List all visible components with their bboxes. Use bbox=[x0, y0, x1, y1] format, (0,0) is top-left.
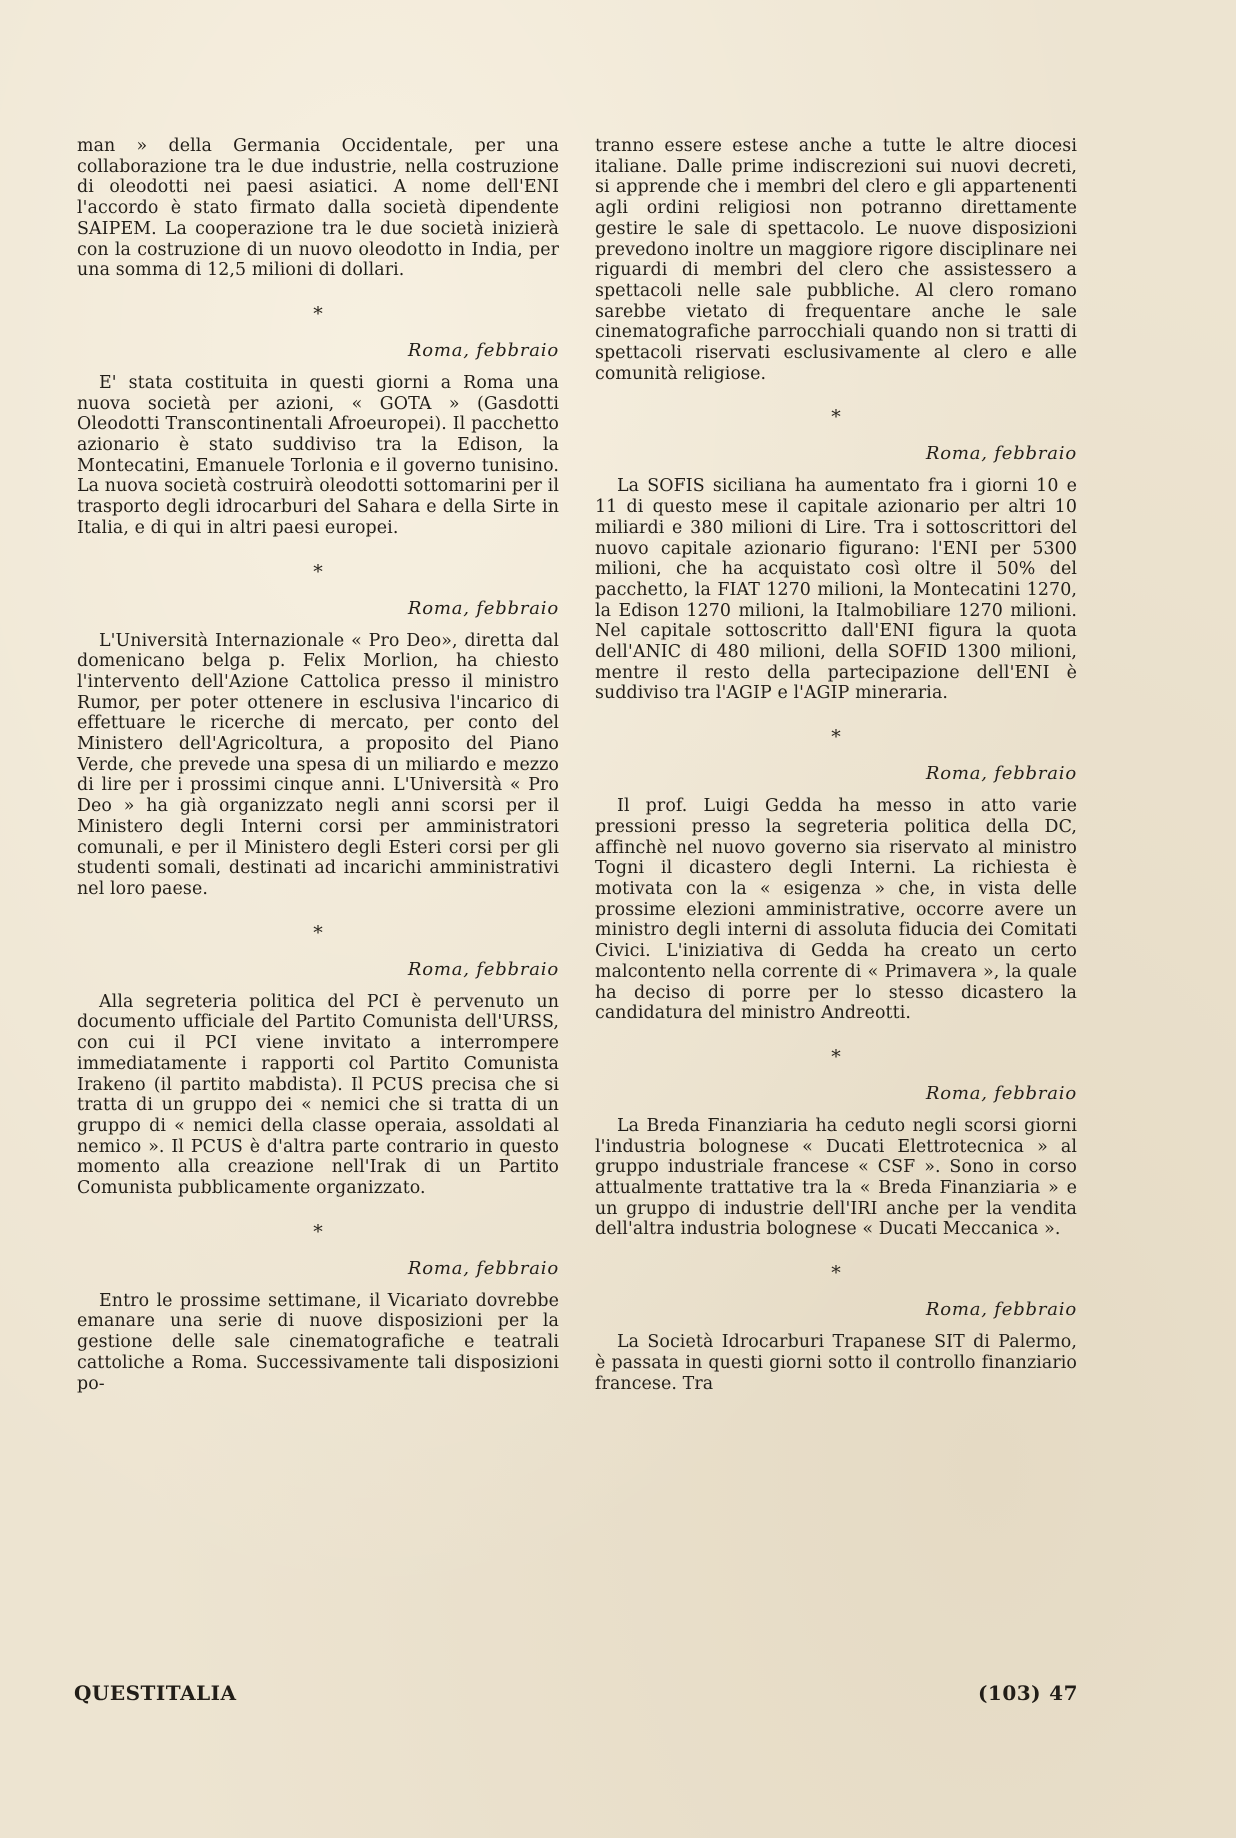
dateline: Roma, febbraio bbox=[925, 763, 1077, 785]
left-column bbox=[77, 136, 559, 1394]
asterisk-separator: * bbox=[313, 560, 323, 583]
asterisk-separator: * bbox=[313, 921, 323, 944]
article-paragraph: La SOFIS siciliana ha aumentato fra i giorni 10 e 11 di questo mese il capitale azionario per altri 10 miliardi e 380 milioni di Lire. Tra i sottoscrittori del nuovo capitale azionario figurano: l'ENI per 5300 milioni, che ha acquistato così oltre il 50% del pacchetto, la FIAT 1270 milioni, la Montecatini 1270, la Edison 1270 milioni, la Italmobiliare 1270 milioni. Nel capitale sottoscritto dall'ENI figura la quota dell'ANIC di 480 milioni, della SOFID 1300 milioni, mentre il resto della partecipazione dell'ENI è suddiviso tra l'AGIP e l'AGIP mineraria. bbox=[595, 476, 1077, 704]
article-paragraph: Il prof. Luigi Gedda ha messo in atto varie pressioni presso la segreteria politica della DC, affinchè nel nuovo governo sia riservato al ministro Togni il dicastero degli Interni. La richiesta è motivata con la « esigenza » che, in vista delle prossime elezioni amministrative, occorre avere un ministro degli interni di assoluta fiducia dei Comitati Civici. L'iniziativa di Gedda ha creato un certo malcontento nella corrente di « Primavera », la quale ha deciso di porre per lo stesso dicastero la candidatura del ministro Andreotti. bbox=[595, 796, 1077, 1024]
dateline: Roma, febbraio bbox=[925, 443, 1077, 465]
dateline: Roma, febbraio bbox=[407, 958, 559, 980]
asterisk-separator: * bbox=[831, 726, 841, 749]
article-paragraph: L'Università Internazionale « Pro Deo», diretta dal domenicano belga p. Felix Morlion, ha chiesto l'intervento dell'Azione Cattolica presso il ministro Rumor, per poter ottenere in esclusiva l'incarico di effettuare le ricerche di mercato, per conto del Ministero dell'Agricoltura, a proposito del Piano Verde, che prevede una spesa di un miliardo e mezzo di lire per i prossimi cinque anni. L'Università « Pro Deo » ha già organizzato negli anni scorsi per il Ministero degli Interni corsi per amministratori comunali, e per il Ministero degli Esteri corsi per gli studenti somali, destinati ad incarichi amministrativi nel loro paese. bbox=[77, 630, 559, 899]
article-paragraph: tranno essere estese anche a tutte le altre diocesi italiane. Dalle prime indiscrezioni sui nuovi decreti, si apprende che i membri del clero e gli appartenenti agli ordini religiosi non potranno direttamente gestire le sale di spettacolo. Le nuove disposizioni prevedono inoltre un maggiore rigore disciplinare nei riguardi di membri del clero che assistessero a spettacoli nelle sale pubbliche. Al clero romano sarebbe vietato di frequentare anche le sale cinematografiche parrocchiali quando non si tratti di spettacoli riservati esclusivamente al clero e alle comunità religiose. bbox=[595, 136, 1077, 384]
article-paragraph: La Breda Finanziaria ha ceduto negli scorsi giorni l'industria bolognese « Ducati Elettrotecnica » al gruppo industriale francese « CSF ». Sono in corso attualmente trattative tra la « Breda Finanziaria » e un gruppo di industrie dell'IRI anche per la vendita dell'altra industria bolognese « Ducati Meccanica ». bbox=[595, 1115, 1077, 1240]
asterisk-separator: * bbox=[831, 406, 841, 429]
page-footer-numbers bbox=[970, 1681, 1078, 1705]
asterisk-separator: * bbox=[831, 1262, 841, 1285]
article-paragraph: La Società Idrocarburi Trapanese SIT di Palermo, è passata in questi giorni sotto il controllo finanziario francese. Tra bbox=[595, 1332, 1077, 1394]
article-paragraph: man » della Germania Occidentale, per una collaborazione tra le due industrie, nella costruzione di oleodotti nei paesi asiatici. A nome dell'ENI l'accordo è stato firmato dalla società dipendente SAIPEM. La cooperazione tra le due società inizierà con la costruzione di un nuovo oleodotto in India, per una somma di 12,5 milioni di dollari. bbox=[77, 136, 559, 281]
right-column bbox=[595, 136, 1077, 1394]
asterisk-separator: * bbox=[313, 302, 323, 325]
publication-name: QUESTITALIA bbox=[74, 1681, 237, 1705]
dateline: Roma, febbraio bbox=[925, 1299, 1077, 1321]
asterisk-separator: * bbox=[313, 1220, 323, 1243]
page-number: 47 bbox=[1049, 1681, 1078, 1705]
dateline: Roma, febbraio bbox=[407, 1257, 559, 1279]
issue-page-number: (103) bbox=[977, 1681, 1042, 1705]
article-paragraph: Entro le prossime settimane, il Vicariato dovrebbe emanare una serie di nuove disposizioni per la gestione delle sale cinematografiche e teatrali cattoliche a Roma. Successivamente tali disposizioni po- bbox=[77, 1290, 559, 1394]
dateline: Roma, febbraio bbox=[407, 339, 559, 361]
asterisk-separator: * bbox=[831, 1045, 841, 1068]
article-paragraph: Alla segreteria politica del PCI è pervenuto un documento ufficiale del Partito Comunista dell'URSS, con cui il PCI viene invitato a interrompere immediatamente i rapporti col Partito Comunista Irakeno (il partito mabdista). Il PCUS precisa che si tratta di un gruppo dei « nemici che si tratta di un gruppo di « nemici della classe operaia, assoldati al nemico ». Il PCUS è d'altra parte contrario in questo momento alla creazione nell'Irak di un Partito Comunista pubblicamente organizzato. bbox=[77, 991, 559, 1199]
dateline: Roma, febbraio bbox=[925, 1082, 1077, 1104]
article-paragraph: E' stata costituita in questi giorni a Roma una nuova società per azioni, « GOTA » (Gasdotti Oleodotti Transcontinentali Afroeuropei). Il pacchetto azionario è stato suddiviso tra la Edison, la Montecatini, Emanuele Torlonia e il governo tunisino. La nuova società costruirà oleodotti sottomarini per il trasporto degli idrocarburi del Sahara e della Sirte in Italia, e di qui in altri paesi europei. bbox=[77, 372, 559, 538]
dateline: Roma, febbraio bbox=[407, 597, 559, 619]
